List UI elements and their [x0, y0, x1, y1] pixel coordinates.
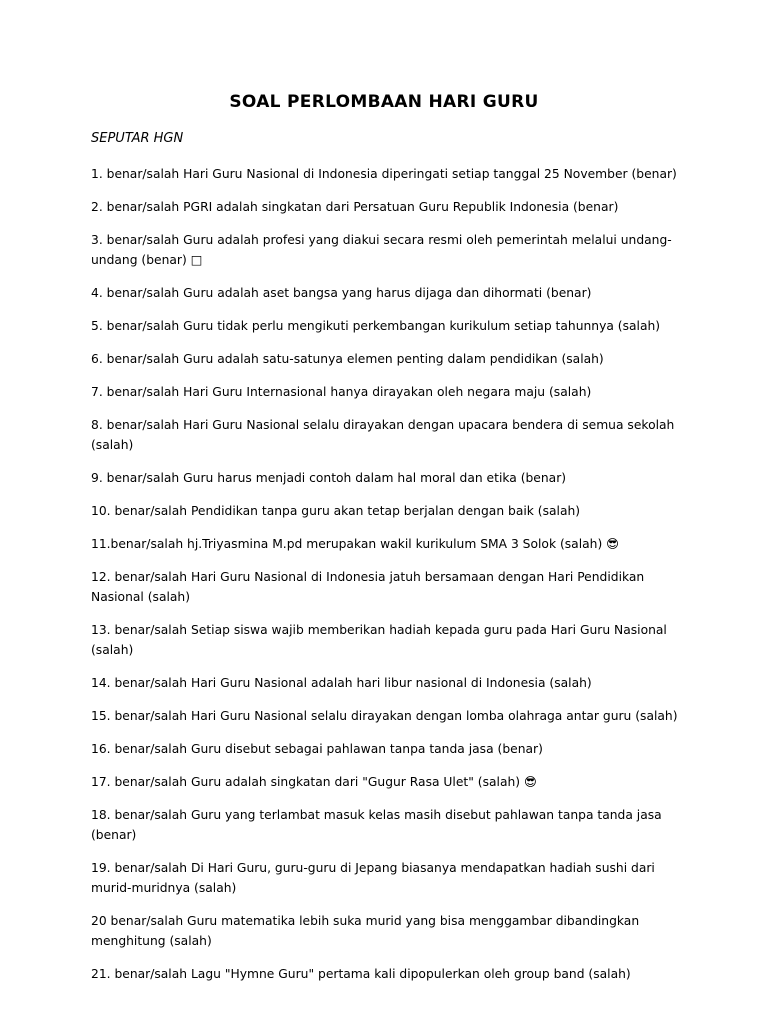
question-item: 16. benar/salah Guru disebut sebagai pahlawan tanpa tanda jasa (benar) — [91, 742, 543, 756]
question-item: 11.benar/salah hj.Triyasmina M.pd merupakan wakil kurikulum SMA 3 Solok (salah) 😎 — [91, 537, 619, 551]
question-item: 13. benar/salah Setiap siswa wajib memberikan hadiah kepada guru pada Hari Guru Nasional (salah) — [91, 623, 667, 657]
document-title: SOAL PERLOMBAAN HARI GURU — [229, 92, 539, 112]
question-list — [91, 164, 691, 997]
section-heading: SEPUTAR HGN — [91, 131, 184, 146]
question-item: 19. benar/salah Di Hari Guru, guru-guru di Jepang biasanya mendapatkan hadiah sushi dari murid-muridnya (salah) — [91, 861, 655, 895]
question-item: 4. benar/salah Guru adalah aset bangsa yang harus dijaga dan dihormati (benar) — [91, 286, 592, 300]
question-item: 20 benar/salah Guru matematika lebih suka murid yang bisa menggambar dibandingkan menghitung (salah) — [91, 914, 640, 948]
question-item: 5. benar/salah Guru tidak perlu mengikuti perkembangan kurikulum setiap tahunnya (salah) — [91, 319, 661, 333]
question-item: 6. benar/salah Guru adalah satu-satunya elemen penting dalam pendidikan (salah) — [91, 352, 604, 366]
question-item: 15. benar/salah Hari Guru Nasional selalu dirayakan dengan lomba olahraga antar guru (salah) — [91, 709, 678, 723]
question-item: 14. benar/salah Hari Guru Nasional adalah hari libur nasional di Indonesia (salah) — [91, 676, 592, 690]
question-item: 21. benar/salah Lagu "Hymne Guru" pertama kali dipopulerkan oleh group band (salah) — [91, 967, 631, 981]
question-item: 8. benar/salah Hari Guru Nasional selalu dirayakan dengan upacara bendera di semua sekolah (salah) — [91, 418, 675, 452]
question-item: 17. benar/salah Guru adalah singkatan dari "Gugur Rasa Ulet" (salah) 😎 — [91, 775, 537, 789]
question-item: 10. benar/salah Pendidikan tanpa guru akan tetap berjalan dengan baik (salah) — [91, 504, 581, 518]
question-item: 7. benar/salah Hari Guru Internasional hanya dirayakan oleh negara maju (salah) — [91, 385, 592, 399]
question-item: 2. benar/salah PGRI adalah singkatan dari Persatuan Guru Republik Indonesia (benar) — [91, 200, 619, 214]
question-item: 3. benar/salah Guru adalah profesi yang diakui secara resmi oleh pemerintah melalui undang-undang (benar) □ — [91, 233, 672, 267]
question-item: 1. benar/salah Hari Guru Nasional di Indonesia diperingati setiap tanggal 25 November (benar) — [91, 167, 677, 181]
question-item: 12. benar/salah Hari Guru Nasional di Indonesia jatuh bersamaan dengan Hari Pendidikan Nasional (salah) — [91, 570, 645, 604]
question-item: 18. benar/salah Guru yang terlambat masuk kelas masih disebut pahlawan tanpa tanda jasa (benar) — [91, 808, 662, 842]
question-item: 9. benar/salah Guru harus menjadi contoh dalam hal moral dan etika (benar) — [91, 471, 567, 485]
